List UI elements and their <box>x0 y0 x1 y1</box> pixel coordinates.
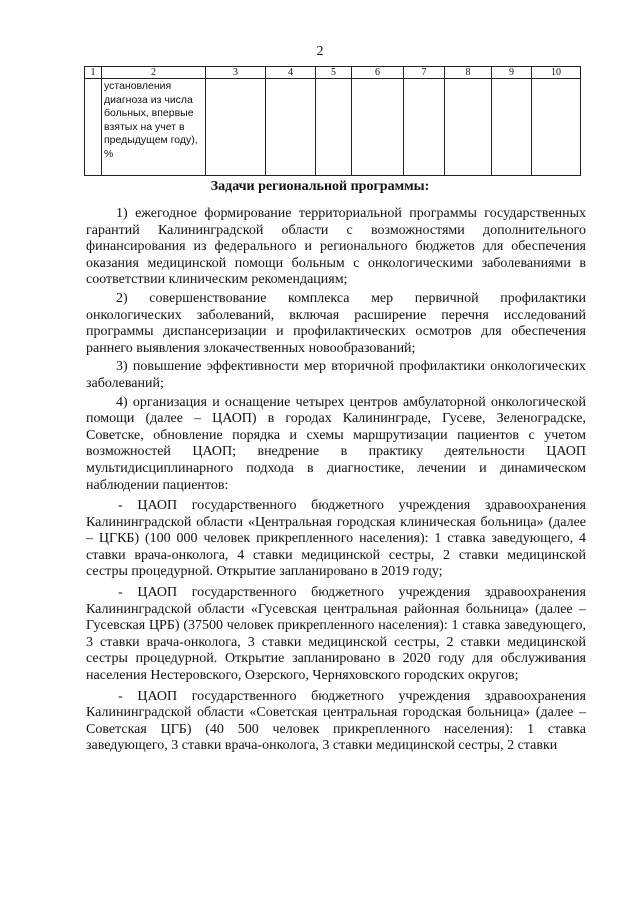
column-header: 2 <box>102 67 206 79</box>
column-header: 10 <box>532 67 581 79</box>
table-cell <box>266 79 316 176</box>
caop-sovetsk: - ЦАОП государственного бюджетного учреждения здравоохранения Калининградской области «Советская центральная городская больница» (далее – Советская ЦГБ) (40 500 человек прикрепленного населения): 1 ставка заведующего, 3 ставки врача-онколога, 3 ставки медицинской сестры, 2 ставки <box>86 688 586 754</box>
task-item-3: 3) повышение эффективности мер вторичной профилактики онкологических заболеваний; <box>86 359 586 391</box>
column-header: 7 <box>404 67 445 79</box>
caop-tsgkb: - ЦАОП государственного бюджетного учреждения здравоохранения Калининградской области «Центральная городская клиническая больница» (далее – ЦГКБ) (100 000 человек прикрепленного населения): 1 ставка заведующего, 4 ставки врача-онколога, 4 ставки медицинской сестры, 2 ставки медицинской сестры процедурной. Открытие запланировано в 2019 году; <box>86 498 586 580</box>
task-item-2: 2) совершенствование комплекса мер первичной профилактики онкологических заболеваний, включая расширение перечня исследований программы диспансеризации и профилактических осмотров для обеспечения раннего выявления злокачественных новообразований; <box>86 290 586 356</box>
table-cell <box>316 79 352 176</box>
table-header-row <box>85 67 581 79</box>
page-number: 2 <box>316 44 324 59</box>
table-cell <box>532 79 581 176</box>
column-header: 4 <box>266 67 316 79</box>
column-header: 6 <box>352 67 404 79</box>
task-item-4: 4) организация и оснащение четырех центров амбулаторной онкологической помощи (далее – ЦАОП) в городах Калининграде, Гусеве, Зеленоградске, Советске, обновление порядка и схемы маршрутизации пациентов с учетом возможностей ЦАОП; внедрение в практику деятельности ЦАОП мультидисциплинарного подхода в диагностике, лечении и динамическом наблюдении пациентов: <box>86 394 586 493</box>
table-cell <box>492 79 532 176</box>
table-row <box>85 79 581 176</box>
table-cell <box>352 79 404 176</box>
table-cell <box>404 79 445 176</box>
section-heading: Задачи региональной программы: <box>210 179 430 194</box>
table-cell <box>85 79 102 176</box>
column-header: 5 <box>316 67 352 79</box>
task-item-1: 1) ежегодное формирование территориальной программы государственных гарантий Калининградской области с возможностями дополнительного финансирования из федерального и регионального бюджетов для обеспечения оказания медицинской помощи больным с онкологическими заболеваниями в соответствии клиническим рекомендациям; <box>86 206 586 288</box>
column-header: 3 <box>206 67 266 79</box>
document-body <box>86 206 586 755</box>
continuation-table <box>84 66 581 176</box>
column-header: 8 <box>445 67 492 79</box>
table-cell <box>102 79 206 176</box>
caop-gusev: - ЦАОП государственного бюджетного учреждения здравоохранения Калининградской области «Гусевская центральная районная больница» (далее – Гусевская ЦРБ) (37500 человек прикрепленного населения): 1 ставка заведующего, 3 ставки врача-онколога, 3 ставки медицинской сестры, 2 ставки медицинской сестры процедурной. Открытие запланировано в 2020 году для обслуживания населения Нестеровского, Озерского, Черняховского городских округов; <box>86 585 586 684</box>
table-cell <box>445 79 492 176</box>
table-cell <box>206 79 266 176</box>
column-header: 9 <box>492 67 532 79</box>
column-header: 1 <box>85 67 102 79</box>
indicator-text: установления диагноза из числа больных, впервые взятых на учет в предыдущем году), % <box>104 80 198 160</box>
